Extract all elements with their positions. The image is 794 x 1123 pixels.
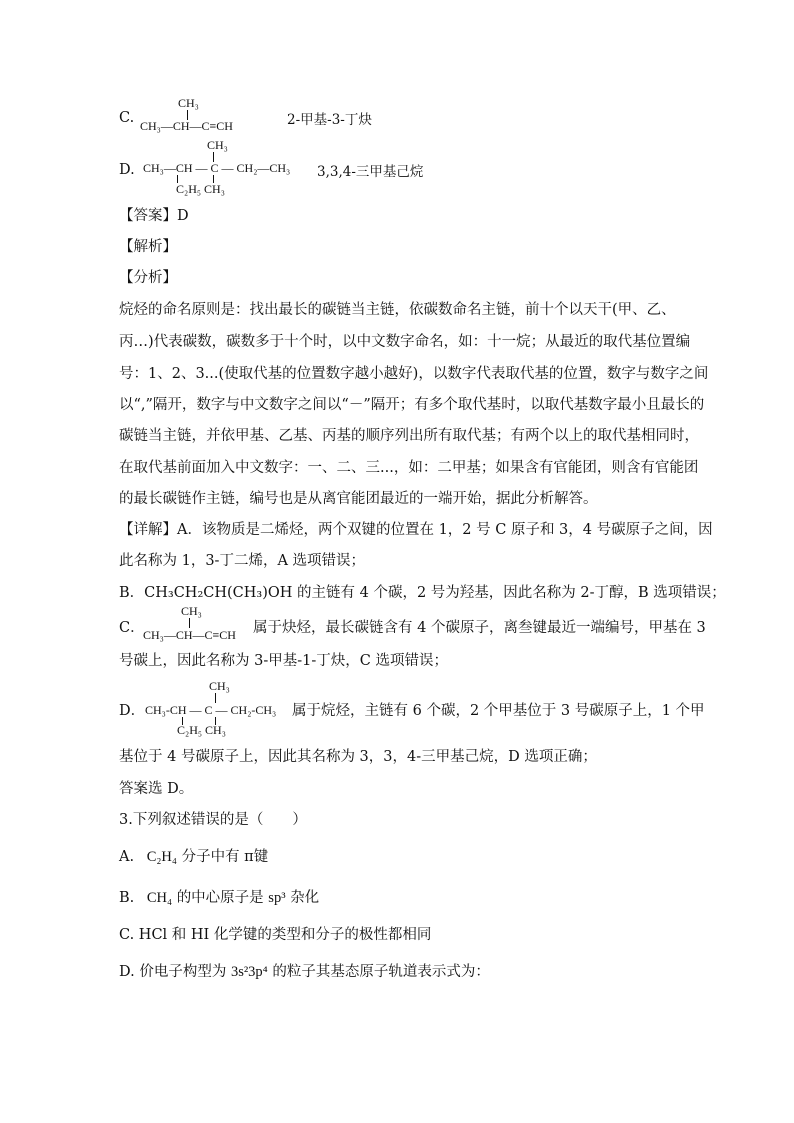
analysis-line: 以“,”隔开，数字与中文数字之间以“－”隔开；有多个取代基时，以取代基数字最小且最长的 [119, 397, 705, 413]
methyl-top: CH₃ [181, 604, 202, 618]
detail-a-line2: 此名称为 1，3-丁二烯，A 选项错误； [119, 553, 366, 569]
main-chain: CH₃-CH — C — CH₂-CH₃ [145, 703, 277, 717]
sp3-hybrid: sp³ [268, 890, 286, 906]
structure-detail-d [145, 679, 295, 739]
detail-choose: 答案选 D。 [119, 781, 194, 797]
q3-option-a-label: A. [119, 849, 135, 865]
analysis-line: 碳链当主链，并依甲基、乙基、丙基的顺序列出所有取代基；有两个以上的取代基相同时， [119, 428, 699, 444]
main-chain: CH₃—CH—C≡CH [143, 628, 236, 642]
jiexi-heading: 【解析】 [119, 239, 177, 255]
q3-option-b [119, 888, 319, 908]
detail-a-line1: 【详解】A．该物质是二烯烃，两个双键的位置在 1，2 号 C 原子和 3，4 号碳原子之间，因 [119, 522, 713, 538]
q3-option-d [119, 962, 490, 982]
question-3-stem: 3.下列叙述错误的是（ ） [119, 812, 307, 828]
answer-line: 【答案】D [119, 208, 189, 224]
substituents-bottom: C₂H₅ CH₃ [176, 182, 225, 196]
substituents-bottom: C₂H₅ CH₃ [177, 723, 226, 737]
detail-d-label: D． [119, 703, 146, 719]
methyl-top: CH₃ [178, 96, 199, 110]
main-chain: CH₃—CH — C — CH₂—CH₃ [143, 161, 291, 175]
methyl-top: CH₃ [209, 679, 230, 693]
detail-d-line1: 属于烷烃，主链有 6 个碳，2 个甲基位于 3 号碳原子上，1 个甲 [292, 703, 705, 719]
q3-option-d-post: 的粒子其基态原子轨道表示式为： [272, 964, 490, 980]
analysis-line: 丙…)代表碳数，碳数多于十个时，以中文数字命名，如：十一烷；从最近的取代基位置编 [119, 334, 691, 350]
analysis-line: 烷烃的命名原则是：找出最长的碳链当主链，依碳数命名主链，前十个以天干(甲、乙、 [119, 302, 676, 318]
q3-option-d-pre: D. 价电子构型为 [119, 964, 227, 980]
formula-ch4: CH₄ [146, 890, 173, 906]
q3-option-b-label: B. [119, 890, 135, 906]
formula-c2h4: C₂H₄ [146, 849, 177, 865]
structure-option-c [140, 96, 260, 136]
methyl-top: CH₃ [207, 138, 228, 152]
fenxi-heading: 【分析】 [119, 270, 177, 286]
detail-c-label: C． [119, 620, 145, 636]
valence-config: 3s²3p⁴ [230, 964, 268, 980]
detail-c-line2: 号碳上，因此名称为 3-甲基-1-丁炔，C 选项错误； [119, 653, 448, 669]
main-chain: CH₃—CH—C≡CH [140, 119, 233, 133]
detail-d-line2: 基位于 4 号碳原子上，因此其名称为 3，3，4-三甲基己烷，D 选项正确； [119, 749, 597, 765]
q3-option-b-mid: 的中心原子是 [176, 890, 264, 906]
q3-option-b-post: 杂化 [290, 890, 320, 906]
analysis-line: 在取代基前面加入中文数字：一、二、三...，如：二甲基；如果含有官能团，则含有官能团 [119, 460, 699, 476]
option-c-label: C. [119, 110, 135, 126]
structure-option-d [143, 138, 293, 198]
analysis-line: 号：1、2、3...(使取代基的位置数字越小越好)，以数字代表取代基的位置，数字与数字之间 [119, 366, 709, 382]
analysis-line: 的最长碳链作主链，编号也是从离官能团最近的一端开始，据此分析解答。 [119, 491, 598, 507]
q3-option-c: C. HCl 和 HI 化学键的类型和分子的极性都相同 [119, 927, 432, 943]
option-d-name: 3,3,4-三甲基己烷 [317, 164, 424, 180]
detail-b-line: B．CH₃CH₂CH(CH₃)OH 的主链有 4 个碳，2 号为羟基，因此名称为 2-丁醇，B 选项错误； [119, 585, 726, 601]
q3-option-a-text: 分子中有 π键 [181, 849, 269, 865]
option-c-name: 2-甲基-3-丁炔 [287, 112, 372, 128]
detail-c-line1: 属于炔烃，最长碳链含有 4 个碳原子，离叁键最近一端编号，甲基在 3 [253, 620, 706, 636]
q3-option-a [119, 847, 268, 867]
option-d-label: D. [119, 162, 135, 178]
